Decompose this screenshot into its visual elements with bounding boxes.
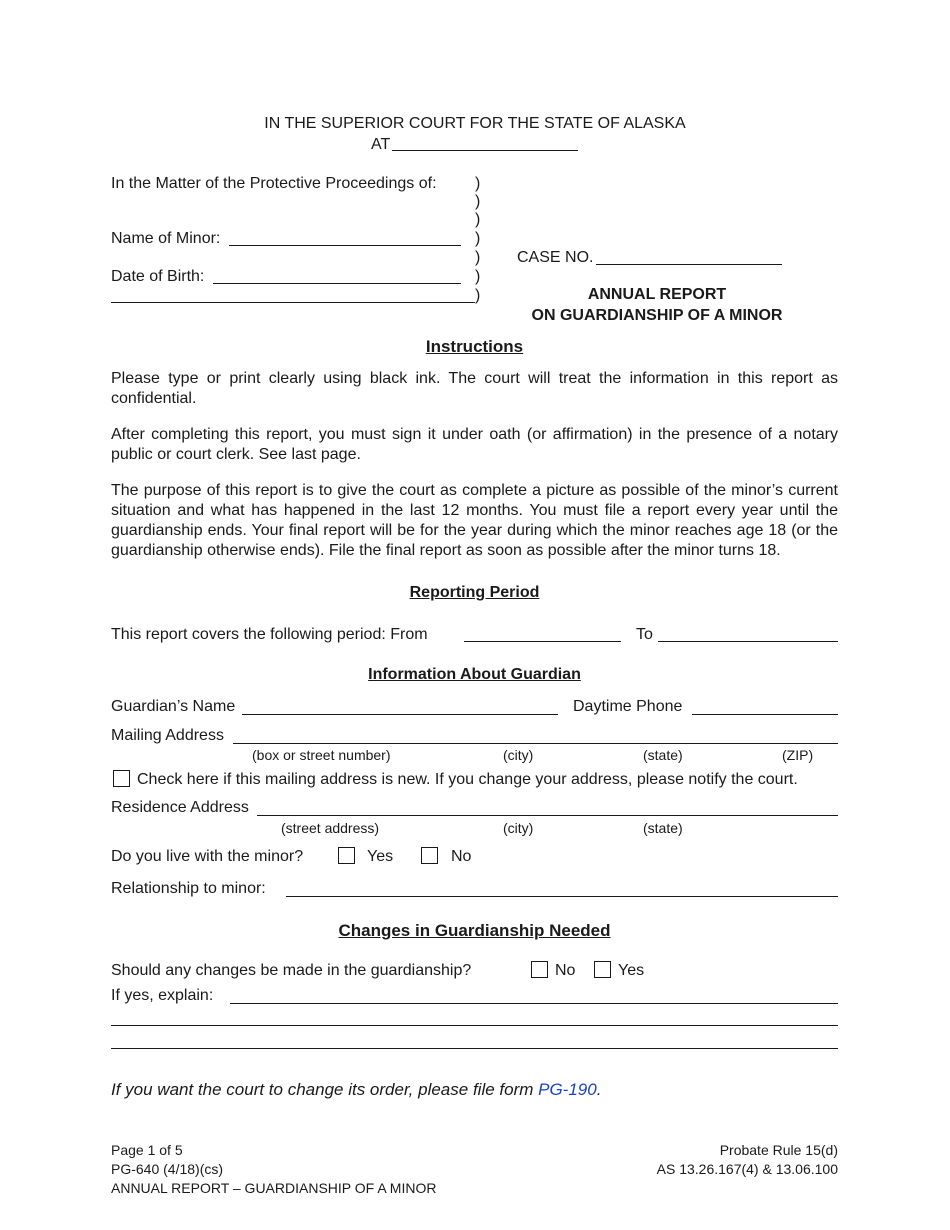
- new-address-text: Check here if this mailing address is new. If you change your address, please notify the court.: [137, 771, 798, 788]
- mailing-sub-city: (city): [503, 747, 534, 763]
- caption-paren: ): [475, 211, 481, 228]
- daytime-phone-label: Daytime Phone: [573, 698, 683, 715]
- reporting-period-heading: Reporting Period: [409, 584, 540, 601]
- case-no-label: CASE NO.: [517, 249, 594, 266]
- caption-extra-line[interactable]: [111, 302, 475, 303]
- instructions-paragraph-2: After completing this report, you must sign it under oath (or affirmation) in the presence of a notary public or court clerk. See last page.: [111, 426, 838, 463]
- footer-form-number: PG-640 (4/18)(cs): [111, 1161, 224, 1177]
- footer-page-number: Page 1 of 5: [111, 1142, 183, 1158]
- changes-no-label: No: [555, 962, 576, 979]
- relationship-field[interactable]: [286, 896, 838, 897]
- explain-label: If yes, explain:: [111, 987, 214, 1004]
- report-title-line1: ANNUAL REPORT: [587, 286, 727, 303]
- caption-paren: ): [475, 287, 481, 304]
- guardian-info-heading: Information About Guardian: [368, 666, 581, 683]
- footer-form-title: ANNUAL REPORT – GUARDIANSHIP OF A MINOR: [111, 1180, 437, 1196]
- residence-address-field[interactable]: [257, 815, 838, 816]
- changes-heading: Changes in Guardianship Needed: [338, 921, 611, 940]
- mailing-address-field[interactable]: [233, 743, 838, 744]
- notice-text: If you want the court to change its order, please file form: [111, 1080, 539, 1099]
- explain-field-line-3[interactable]: [111, 1048, 838, 1049]
- matter-label: In the Matter of the Protective Proceedings of:: [111, 175, 437, 192]
- footer-statute: AS 13.26.167(4) & 13.06.100: [656, 1161, 838, 1177]
- live-with-no-label: No: [451, 848, 472, 865]
- changes-question: Should any changes be made in the guardianship?: [111, 962, 472, 979]
- minor-name-field[interactable]: [229, 245, 461, 246]
- mailing-sub-state: (state): [643, 747, 683, 763]
- minor-name-label: Name of Minor:: [111, 230, 221, 247]
- dob-field[interactable]: [213, 283, 461, 284]
- period-from-field[interactable]: [464, 641, 621, 642]
- explain-field-line-1[interactable]: [230, 1003, 838, 1004]
- pg-190-link[interactable]: PG-190: [538, 1080, 597, 1099]
- period-to-label: To: [636, 626, 653, 643]
- period-covers-label: This report covers the following period: From: [111, 626, 428, 643]
- residence-address-label: Residence Address: [111, 799, 249, 816]
- changes-yes-label: Yes: [618, 962, 645, 979]
- dob-label: Date of Birth:: [111, 268, 205, 285]
- live-with-yes-checkbox[interactable]: [338, 847, 355, 864]
- changes-no-checkbox[interactable]: [531, 961, 548, 978]
- report-title-line2: ON GUARDIANSHIP OF A MINOR: [531, 307, 783, 324]
- case-no-field[interactable]: [596, 264, 782, 265]
- footer-rule: Probate Rule 15(d): [719, 1142, 838, 1158]
- residence-sub-city: (city): [503, 820, 534, 836]
- caption-paren: ): [475, 175, 481, 192]
- changes-yes-checkbox[interactable]: [594, 961, 611, 978]
- instructions-paragraph-1: Please type or print clearly using black ink. The court will treat the information in this report as confidential.: [111, 370, 838, 407]
- explain-field-line-2[interactable]: [111, 1025, 838, 1026]
- daytime-phone-field[interactable]: [692, 714, 838, 715]
- court-heading-text: IN THE SUPERIOR COURT FOR THE STATE OF ALASKA: [264, 115, 686, 132]
- guardian-name-label: Guardian’s Name: [111, 698, 236, 715]
- instructions-paragraph-3: The purpose of this report is to give the court as complete a picture as possible of the minor’s current situation and what has happened in the last 12 months. You must file a report every year until the guardianship ends. Your final report will be for the year during which the minor reaches age 18 (or the guardianship otherwise ends). File the final report as soon as possible after the minor turns 18.: [111, 482, 838, 559]
- at-label: AT: [371, 136, 391, 153]
- mailing-sub-street: (box or street number): [252, 747, 391, 763]
- live-with-minor-label: Do you live with the minor?: [111, 848, 304, 865]
- mailing-address-label: Mailing Address: [111, 727, 224, 744]
- period-to-field[interactable]: [658, 641, 838, 642]
- caption-paren: ): [475, 249, 481, 266]
- instructions-heading: Instructions: [425, 337, 524, 356]
- notice-end: .: [596, 1080, 602, 1099]
- relationship-label: Relationship to minor:: [111, 880, 266, 897]
- court-heading: [0, 115, 950, 133]
- at-location-field[interactable]: [392, 150, 578, 151]
- caption-paren: ): [475, 230, 481, 247]
- residence-sub-state: (state): [643, 820, 683, 836]
- residence-sub-street: (street address): [281, 820, 380, 836]
- caption-paren: ): [475, 193, 481, 210]
- live-with-no-checkbox[interactable]: [421, 847, 438, 864]
- guardian-name-field[interactable]: [242, 714, 558, 715]
- new-address-checkbox[interactable]: [113, 770, 130, 787]
- caption-paren: ): [475, 268, 481, 285]
- change-order-notice: [111, 1080, 601, 1100]
- mailing-sub-zip: (ZIP): [782, 747, 814, 763]
- live-with-yes-label: Yes: [367, 848, 394, 865]
